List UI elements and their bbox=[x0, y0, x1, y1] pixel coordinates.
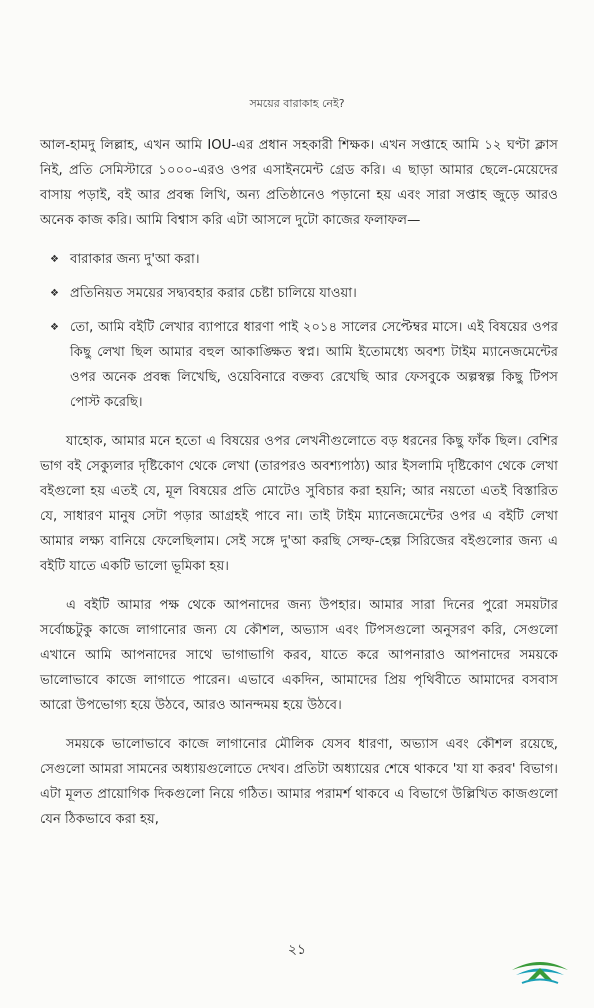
page-number: ২১ bbox=[287, 942, 307, 958]
paragraph-chapters: সময়কে ভালোভাবে কাজে লাগানোর মৌলিক যেসব ধারণা, অভ্যাস এবং কৌশল রয়েছে, সেগুলো আমরা সামনের অধ্যায়গুলোতে দেখব। প্রতিটা অধ্যায়ের শেষে থাকবে 'যা যা করব' বিভাগ। এটা মূলত প্রায়োগিক দিকগুলো নিয়ে গঠিত। আমার পরামর্শ থাকবে এ বিভাগে উল্লিখিত কাজগুলো যেন ঠিকভাবে করা হয়, bbox=[40, 737, 558, 827]
publisher-logo-icon bbox=[508, 948, 572, 988]
diamond-bullet-icon: ❖ bbox=[50, 322, 59, 333]
bullet-text: প্রতিনিয়ত সময়ের সদ্ব্যবহার করার চেষ্টা চালিয়ে যাওয়া। bbox=[70, 286, 357, 301]
diamond-bullet-icon: ❖ bbox=[50, 254, 59, 265]
bullet-list bbox=[40, 247, 558, 415]
bullet-text: তো, আমি বইটি লেখার ব্যাপারে ধারণা পাই ২০১৪ সালের সেপ্টেম্বর মাসে। এই বিষয়ের ওপর কিছু লেখা ছিল আমার বহুল আকাঙ্ক্ষিত স্বপ্ন। আমি ইতোমধ্যে অবশ্য টাইম ম্যানেজমেন্টের ওপর অনেক প্রবন্ধ লিখেছি, ওয়েবিনারে বক্তব্য রেখেছি আর ফেসবুকে অল্পস্বল্প কিছু টিপস পোস্ট করেছি। bbox=[70, 320, 558, 410]
body-text bbox=[40, 133, 558, 846]
paragraph-gift: এ বইটি আমার পক্ষ থেকে আপনাদের জন্য উপহার। আমার সারা দিনের পুরো সময়টার সর্বোচ্চটুকু কাজে লাগানোর জন্য যে কৌশল, অভ্যাস এবং টিপসগুলো অনুসরণ করি, সেগুলো এখানে আমি আপনাদের সাথে ভাগাভাগি করব, যাতে করে আপনারাও আপনাদের সময়কে ভালোভাবে কাজে লাগাতে পারেন। এভাবে একদিন, আমাদের প্রিয় পৃথিবীতে আমাদের বসবাস আরো উপভোগ্য হয়ে উঠবে, আরও আনন্দময় হয়ে উঠবে। bbox=[40, 598, 558, 713]
diamond-bullet-icon: ❖ bbox=[50, 288, 59, 299]
paragraph-gap: যাহোক, আমার মনে হতো এ বিষয়ের ওপর লেখনীগুলোতে বড় ধরনের কিছু ফাঁক ছিল। বেশির ভাগ বই সেক্যুলার দৃষ্টিকোণ থেকে লেখা (তারপরও অবশ্যপাঠ্য) আর ইসলামি দৃষ্টিকোণ থেকে লেখা বইগুলো হয় এতই যে, মূল বিষয়ের প্রতি মোটেও সুবিচার করা হয়নি; আর নয়তো এতই বিস্তারিত যে, সাধারণ মানুষ সেটা পড়ার আগ্রহই পাবে না। তাই টাইম ম্যানেজমেন্টের ওপর এ বইটি লেখা আমার লক্ষ্য বানিয়ে ফেলেছিলাম। সেই সঙ্গে দু'আ করছি সেল্ফ-হেল্প সিরিজের বইগুলোর জন্য এ বইটি যাতে একটি ভালো ভূমিকা হয়। bbox=[40, 434, 558, 574]
running-header: সময়ের বারাকাহ নেই? bbox=[249, 97, 345, 110]
list-item bbox=[40, 281, 558, 306]
list-item bbox=[40, 247, 558, 272]
bullet-text: বারাকার জন্য দু'আ করা। bbox=[70, 252, 200, 267]
list-item bbox=[40, 315, 558, 415]
paragraph-intro: আল-হামদু লিল্লাহ, এখন আমি IOU-এর প্রধান সহকারী শিক্ষক। এখন সপ্তাহে আমি ১২ ঘণ্টা ক্লাস নিই, প্রতি সেমিস্টারে ১০০০-এরও ওপর এসাইনমেন্ট গ্রেড করি। এ ছাড়া আমার ছেলে-মেয়েদের বাসায় পড়াই, বই আর প্রবন্ধ লিখি, অন্য প্রতিষ্ঠানেও পড়ানো হয় এবং সারা সপ্তাহ জুড়ে আরও অনেক কাজ করি। আমি বিশ্বাস করি এটা আসলে দুটো কাজের ফলাফল— bbox=[40, 138, 558, 228]
